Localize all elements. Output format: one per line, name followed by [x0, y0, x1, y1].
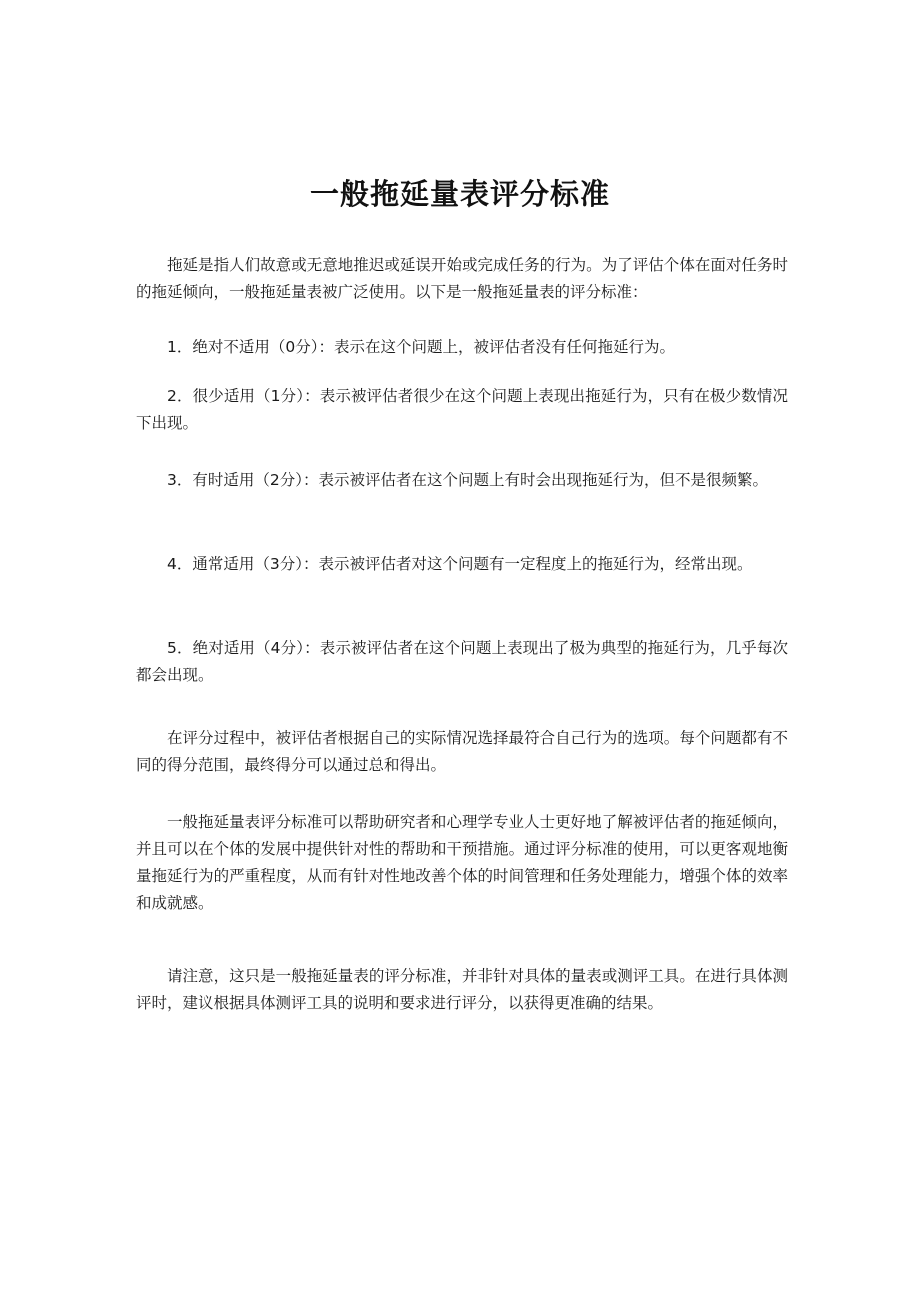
- note-paragraph: 请注意，这只是一般拖延量表的评分标准，并非针对具体的量表或测评工具。在进行具体测评时，建议根据具体测评工具的说明和要求进行评分，以获得更准确的结果。: [136, 967, 788, 1012]
- criterion-item-5: 5．绝对适用（4分）：表示被评估者在这个问题上表现出了极为典型的拖延行为，几乎每次都会出现。: [136, 639, 788, 684]
- scoring-process-paragraph: 在评分过程中，被评估者根据自己的实际情况选择最符合自己行为的选项。每个问题都有不同的得分范围，最终得分可以通过总和得出。: [136, 729, 788, 774]
- criterion-item-3: 3．有时适用（2分）：表示被评估者在这个问题上有时会出现拖延行为，但不是很频繁。: [167, 471, 768, 489]
- criterion-item-4: 4．通常适用（3分）：表示被评估者对这个问题有一定程度上的拖延行为，经常出现。: [167, 555, 753, 573]
- document-title: 一般拖延量表评分标准: [309, 177, 610, 211]
- criterion-item-2: 2．很少适用（1分）：表示被评估者很少在这个问题上表现出拖延行为，只有在极少数情况下出现。: [136, 387, 788, 432]
- purpose-paragraph: 一般拖延量表评分标准可以帮助研究者和心理学专业人士更好地了解被评估者的拖延倾向，并且可以在个体的发展中提供针对性的帮助和干预措施。通过评分标准的使用，可以更客观地衡量拖延行为的严重程度，从而有针对性地改善个体的时间管理和任务处理能力，增强个体的效率和成就感。: [136, 813, 788, 912]
- intro-paragraph: 拖延是指人们故意或无意地推迟或延误开始或完成任务的行为。为了评估个体在面对任务时的拖延倾向，一般拖延量表被广泛使用。以下是一般拖延量表的评分标准：: [136, 256, 788, 301]
- criterion-item-1: 1．绝对不适用（0分）：表示在这个问题上，被评估者没有任何拖延行为。: [167, 338, 675, 356]
